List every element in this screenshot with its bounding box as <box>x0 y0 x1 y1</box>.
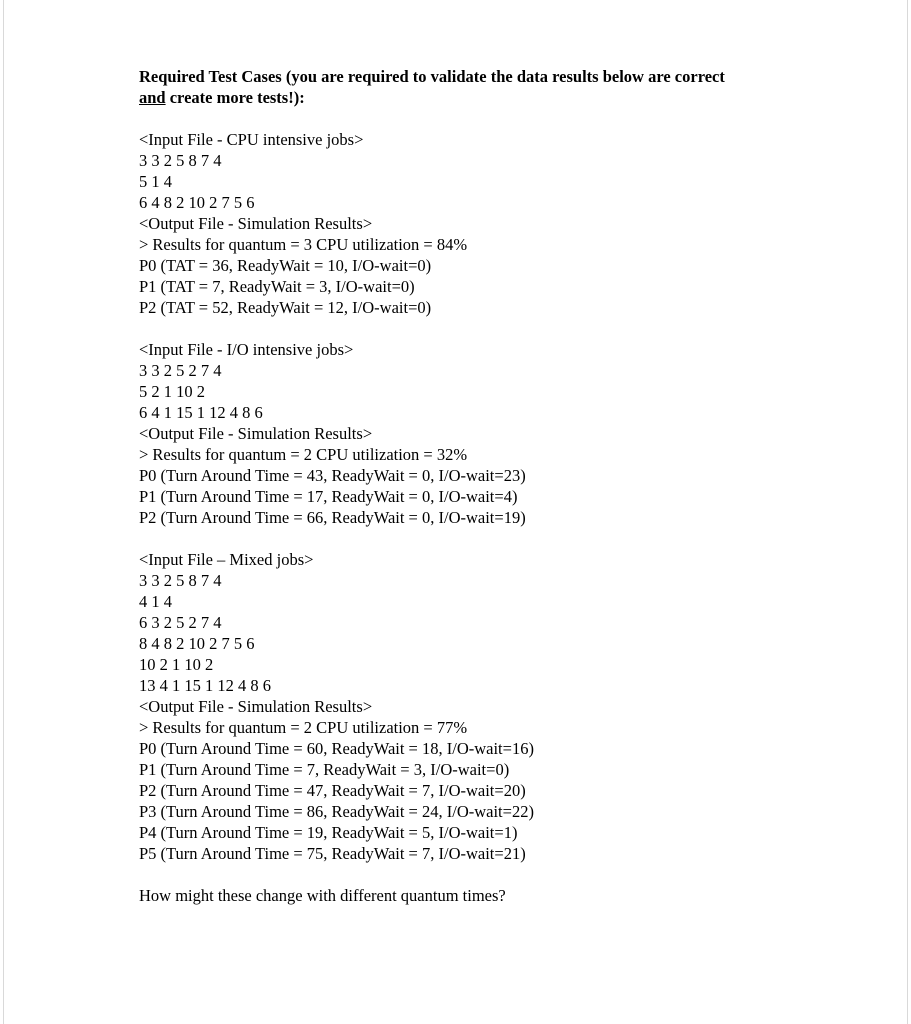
text-line: P2 (TAT = 52, ReadyWait = 12, I/O-wait=0) <box>139 298 432 317</box>
document-body <box>139 66 839 906</box>
text-line: <Output File - Simulation Results> <box>139 424 373 443</box>
text-line: P1 (TAT = 7, ReadyWait = 3, I/O-wait=0) <box>139 277 415 296</box>
page-edge-right <box>907 0 908 1024</box>
text-line: P2 (Turn Around Time = 47, ReadyWait = 7, I/O-wait=20) <box>139 781 526 800</box>
test-case-blocks <box>139 129 839 864</box>
text-line: <Input File - I/O intensive jobs> <box>139 340 354 359</box>
text-line: 6 3 2 5 2 7 4 <box>139 613 222 632</box>
text-line: 3 3 2 5 8 7 4 <box>139 151 222 170</box>
text-line: <Input File – Mixed jobs> <box>139 550 314 569</box>
text-line: 4 1 4 <box>139 592 172 611</box>
text-line: P1 (Turn Around Time = 7, ReadyWait = 3, I/O-wait=0) <box>139 760 510 779</box>
text-line: 6 4 1 15 1 12 4 8 6 <box>139 403 263 422</box>
test-case-mixed <box>139 549 839 864</box>
text-line: 5 1 4 <box>139 172 172 191</box>
text-line: > Results for quantum = 2 CPU utilization = 32% <box>139 445 468 464</box>
closing-question: How might these change with different quantum times? <box>139 886 506 905</box>
text-line: > Results for quantum = 3 CPU utilization = 84% <box>139 235 468 254</box>
text-line: > Results for quantum = 2 CPU utilization = 77% <box>139 718 468 737</box>
text-line: P2 (Turn Around Time = 66, ReadyWait = 0, I/O-wait=19) <box>139 508 526 527</box>
text-line: 10 2 1 10 2 <box>139 655 214 674</box>
heading-line-1: Required Test Cases (you are required to validate the data results below are correct <box>139 67 725 86</box>
text-line: 3 3 2 5 8 7 4 <box>139 571 222 590</box>
text-line: P0 (Turn Around Time = 43, ReadyWait = 0, I/O-wait=23) <box>139 466 526 485</box>
test-case-io-intensive <box>139 339 839 528</box>
text-line: <Output File - Simulation Results> <box>139 697 373 716</box>
section-heading <box>139 66 839 108</box>
text-line: <Input File - CPU intensive jobs> <box>139 130 364 149</box>
text-line: P1 (Turn Around Time = 17, ReadyWait = 0, I/O-wait=4) <box>139 487 518 506</box>
text-line: 13 4 1 15 1 12 4 8 6 <box>139 676 271 695</box>
text-line: <Output File - Simulation Results> <box>139 214 373 233</box>
heading-underlined-word: and <box>139 88 166 107</box>
text-line: 5 2 1 10 2 <box>139 382 205 401</box>
text-line: 3 3 2 5 2 7 4 <box>139 361 222 380</box>
text-line: P4 (Turn Around Time = 19, ReadyWait = 5, I/O-wait=1) <box>139 823 518 842</box>
text-line: 8 4 8 2 10 2 7 5 6 <box>139 634 255 653</box>
text-line: P0 (Turn Around Time = 60, ReadyWait = 18, I/O-wait=16) <box>139 739 534 758</box>
text-line: 6 4 8 2 10 2 7 5 6 <box>139 193 255 212</box>
test-case-cpu-intensive <box>139 129 839 318</box>
text-line: P5 (Turn Around Time = 75, ReadyWait = 7, I/O-wait=21) <box>139 844 526 863</box>
page-edge-left <box>3 0 4 1024</box>
text-line: P3 (Turn Around Time = 86, ReadyWait = 24, I/O-wait=22) <box>139 802 534 821</box>
text-line: P0 (TAT = 36, ReadyWait = 10, I/O-wait=0) <box>139 256 432 275</box>
heading-line-2-rest: create more tests!): <box>165 88 305 107</box>
